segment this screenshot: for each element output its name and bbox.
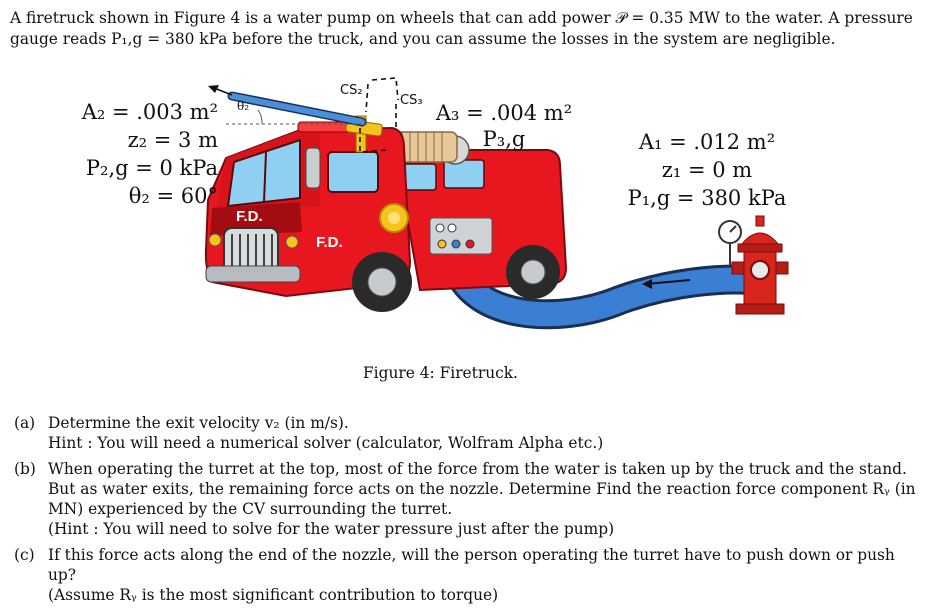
question-hint: (Assume Rᵧ is the most significant contribution to torque) [48, 586, 499, 604]
inlet-labels [624, 128, 790, 212]
cs2-boundary [372, 78, 398, 100]
figure-caption: Figure 4: Firetruck. [363, 364, 518, 382]
question-a [14, 413, 924, 453]
question-hint: (Hint : You will need to solve for the water pressure just after the pump) [48, 520, 615, 538]
question-list [14, 413, 924, 611]
p2g-label: P₂,g = 0 kPa [85, 156, 218, 180]
question-c [14, 545, 924, 605]
intro-line-2: gauge reads P₁,g = 380 kPa before the truck, and you can assume the losses in the system are negligible. [10, 30, 836, 48]
question-text: If this force acts along the end of the nozzle, will the person operating the turret have to push down or push up? [48, 546, 895, 584]
a2-label: A₂ = .003 m² [81, 100, 218, 124]
theta-angle-label: θ₂ [237, 99, 250, 113]
truck-label-front: F.D. [236, 208, 263, 225]
question-number: (c) [14, 546, 35, 564]
question-text: When operating the turret at the top, most of the force from the water is taken up by the truck and the stand. But as water exits, the remaining force acts on the nozzle. Determine Find the reaction force component Rᵧ (in MN) experienced by the CV surrounding the turret. [48, 460, 916, 518]
a1-label: A₁ = .012 m² [638, 130, 776, 154]
p1g-label: P₁,g = 380 kPa [627, 186, 787, 210]
question-number: (b) [14, 460, 36, 478]
question-hint: Hint : You will need a numerical solver (calculator, Wolfram Alpha etc.) [48, 434, 604, 452]
theta2-label: θ₂ = 60° [128, 184, 218, 208]
question-b [14, 459, 924, 539]
z2-label: z₂ = 3 m [127, 128, 218, 152]
question-text: Determine the exit velocity v₂ (in m/s). [48, 414, 349, 432]
truck-label-side: F.D. [316, 234, 343, 251]
cs2-label: CS₂ [340, 83, 363, 98]
z1-label: z₁ = 0 m [661, 158, 753, 182]
intro-line-1: A firetruck shown in Figure 4 is a water pump on wheels that can add power 𝒫 = 0.35 MW to the water. A pressure [10, 9, 913, 27]
p3g-label: P₃,g [482, 127, 526, 151]
fire-hydrant [719, 216, 788, 314]
nozzle-labels [72, 98, 218, 210]
a3-label: A₃ = .004 m² [435, 101, 573, 125]
a3-labels [432, 100, 576, 152]
cs3-label: CS₃ [400, 93, 423, 108]
question-number: (a) [14, 414, 36, 432]
